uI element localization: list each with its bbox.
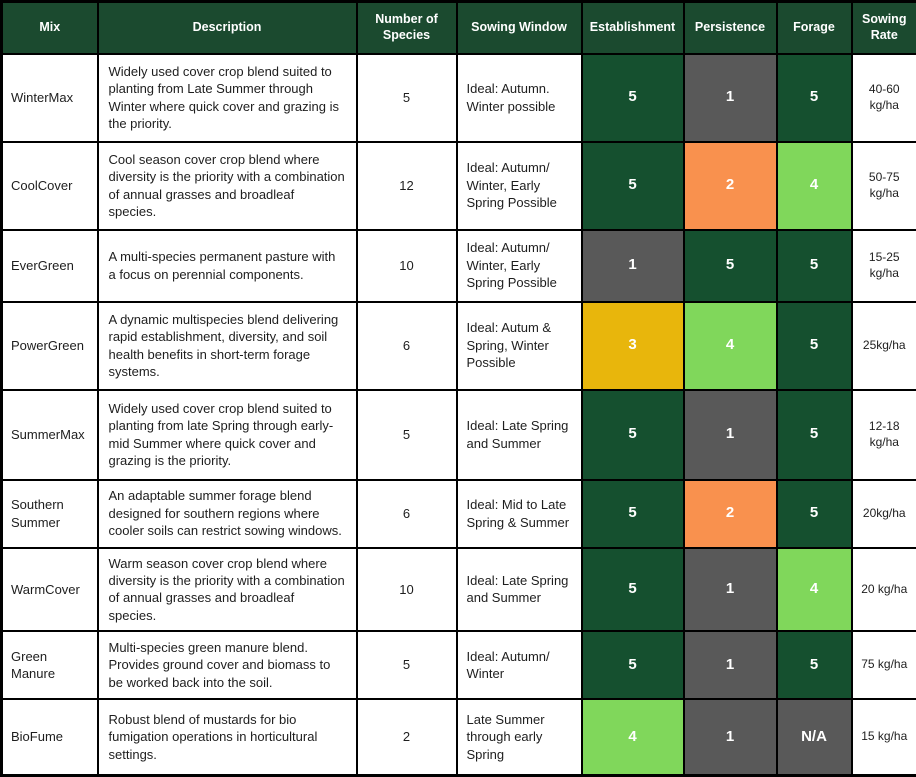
sowing-rate-cell: 40-60 kg/ha	[852, 54, 916, 142]
species-cell: 6	[357, 480, 457, 548]
forage-score-cell: 5	[777, 390, 852, 480]
sowing-window-cell: Ideal: Late Spring and Summer	[457, 548, 582, 632]
establishment-score-cell: 1	[582, 230, 684, 302]
sowing-window-cell: Ideal: Late Spring and Summer	[457, 390, 582, 480]
sowing-window-cell: Ideal: Autumn. Winter possible	[457, 54, 582, 142]
mix-cell: WarmCover	[2, 548, 98, 632]
persistence-score-cell: 1	[684, 390, 777, 480]
header-sowing-rate: Sowing Rate	[852, 2, 916, 54]
species-cell: 5	[357, 631, 457, 699]
table-row	[2, 390, 916, 480]
establishment-score-cell: 5	[582, 142, 684, 230]
sowing-rate-cell: 20 kg/ha	[852, 548, 916, 632]
species-cell: 10	[357, 548, 457, 632]
sowing-rate-cell: 50-75 kg/ha	[852, 142, 916, 230]
species-cell: 5	[357, 54, 457, 142]
species-cell: 6	[357, 302, 457, 390]
header-species-count: Number of Species	[357, 2, 457, 54]
establishment-score-cell: 5	[582, 390, 684, 480]
description-cell: A dynamic multispecies blend delivering rapid establishment, diversity, and soil health benefits in short-term forage systems.	[98, 302, 357, 390]
table-row	[2, 230, 916, 302]
persistence-score-cell: 2	[684, 480, 777, 548]
forage-score-cell: 5	[777, 631, 852, 699]
table-row	[2, 631, 916, 699]
persistence-score-cell: 2	[684, 142, 777, 230]
sowing-window-cell: Late Summer through early Spring	[457, 699, 582, 775]
sowing-rate-cell: 25kg/ha	[852, 302, 916, 390]
species-cell: 12	[357, 142, 457, 230]
forage-score-cell: 4	[777, 142, 852, 230]
species-cell: 2	[357, 699, 457, 775]
description-cell: A multi-species permanent pasture with a focus on perennial components.	[98, 230, 357, 302]
establishment-score-cell: 5	[582, 480, 684, 548]
description-cell: Multi-species green manure blend. Provides ground cover and biomass to be worked back into the soil.	[98, 631, 357, 699]
header-establishment: Establishment	[582, 2, 684, 54]
mix-cell: Southern Summer	[2, 480, 98, 548]
sowing-rate-cell: 15-25 kg/ha	[852, 230, 916, 302]
description-cell: Robust blend of mustards for bio fumigation operations in horticultural settings.	[98, 699, 357, 775]
species-cell: 10	[357, 230, 457, 302]
sowing-window-cell: Ideal: Autumn/ Winter, Early Spring Possible	[457, 230, 582, 302]
description-cell: Warm season cover crop blend where diversity is the priority with a combination of annual grasses and broadleaf species.	[98, 548, 357, 632]
persistence-score-cell: 1	[684, 699, 777, 775]
header-mix: Mix	[2, 2, 98, 54]
description-cell: Cool season cover crop blend where diversity is the priority with a combination of annual grasses and broadleaf species.	[98, 142, 357, 230]
persistence-score-cell: 5	[684, 230, 777, 302]
header-sowing-window: Sowing Window	[457, 2, 582, 54]
description-cell: Widely used cover crop blend suited to planting from Late Summer through Winter where quick cover and grazing is the priority.	[98, 54, 357, 142]
establishment-score-cell: 4	[582, 699, 684, 775]
sowing-window-cell: Ideal: Autum & Spring, Winter Possible	[457, 302, 582, 390]
sowing-window-cell: Ideal: Mid to Late Spring & Summer	[457, 480, 582, 548]
mix-cell: Green Manure	[2, 631, 98, 699]
header-persistence: Persistence	[684, 2, 777, 54]
mix-cell: BioFume	[2, 699, 98, 775]
mix-cell: EverGreen	[2, 230, 98, 302]
establishment-score-cell: 5	[582, 54, 684, 142]
forage-score-cell: N/A	[777, 699, 852, 775]
sowing-window-cell: Ideal: Autumn/ Winter	[457, 631, 582, 699]
mix-cell: CoolCover	[2, 142, 98, 230]
description-cell: Widely used cover crop blend suited to planting from late Spring through early-mid Summer where quick cover and grazing is the priority.	[98, 390, 357, 480]
forage-score-cell: 5	[777, 302, 852, 390]
header-description: Description	[98, 2, 357, 54]
sowing-window-cell: Ideal: Autumn/ Winter, Early Spring Possible	[457, 142, 582, 230]
forage-score-cell: 5	[777, 230, 852, 302]
table-row	[2, 699, 916, 775]
forage-score-cell: 5	[777, 54, 852, 142]
forage-score-cell: 5	[777, 480, 852, 548]
persistence-score-cell: 4	[684, 302, 777, 390]
persistence-score-cell: 1	[684, 548, 777, 632]
mix-cell: SummerMax	[2, 390, 98, 480]
header-forage: Forage	[777, 2, 852, 54]
table-row	[2, 142, 916, 230]
sowing-rate-cell: 75 kg/ha	[852, 631, 916, 699]
table-row	[2, 54, 916, 142]
persistence-score-cell: 1	[684, 631, 777, 699]
mix-cell: WinterMax	[2, 54, 98, 142]
establishment-score-cell: 5	[582, 631, 684, 699]
header-row	[2, 2, 916, 54]
establishment-score-cell: 3	[582, 302, 684, 390]
species-cell: 5	[357, 390, 457, 480]
table-header	[2, 2, 916, 54]
table-row	[2, 480, 916, 548]
description-cell: An adaptable summer forage blend designed for southern regions where cooler soils can restrict sowing windows.	[98, 480, 357, 548]
sowing-rate-cell: 15 kg/ha	[852, 699, 916, 775]
persistence-score-cell: 1	[684, 54, 777, 142]
table-row	[2, 548, 916, 632]
sowing-rate-cell: 12-18 kg/ha	[852, 390, 916, 480]
establishment-score-cell: 5	[582, 548, 684, 632]
forage-score-cell: 4	[777, 548, 852, 632]
sowing-rate-cell: 20kg/ha	[852, 480, 916, 548]
table-body	[2, 54, 916, 776]
table-row	[2, 302, 916, 390]
mix-cell: PowerGreen	[2, 302, 98, 390]
